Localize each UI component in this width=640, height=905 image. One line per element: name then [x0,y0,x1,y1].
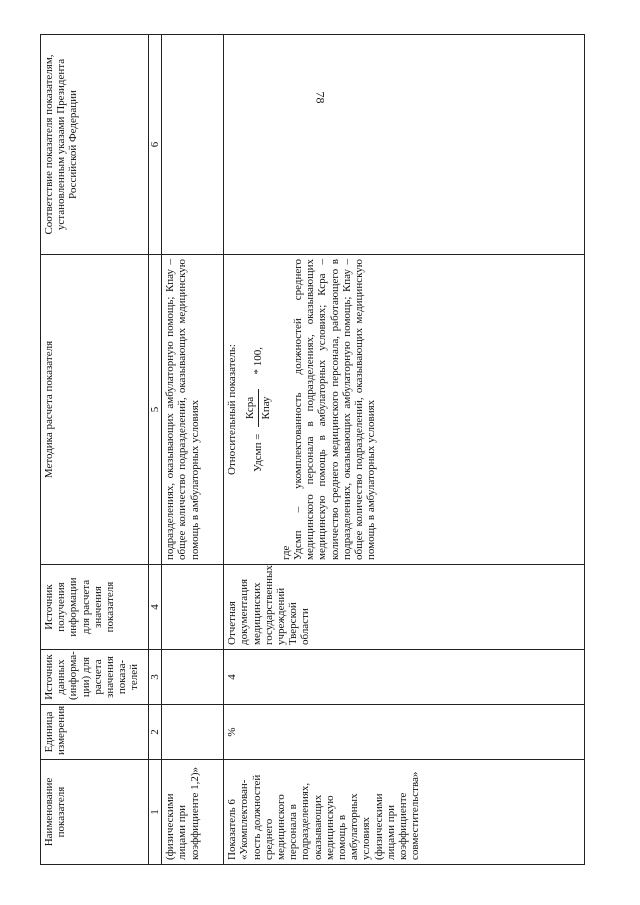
formula-lhs: Удсмп = [252,433,264,473]
info-source-cell-empty [162,565,224,650]
formula-tail: * 100, [252,346,264,375]
formula-denominator: Кпау [259,396,272,420]
formula-fraction [244,388,271,427]
column-number-row [149,35,162,865]
method-where: где [279,545,292,560]
header-compliance: Соответствие показателя показателям, установленным указами Президента Российской Федерации [41,35,149,255]
indicator-name: Показатель 6 «Укомплектован-ность должностей среднего медицинского персонала в подразделениях, оказывающих медицинскую помощь в амбулаторных условиях (физическими лицами при коэффициенте совместительства» [224,760,585,865]
indicator-table [40,34,585,865]
data-source-cell-empty [162,650,224,705]
column-number: 6 [149,35,162,255]
rotated-table-wrapper [40,35,585,865]
table-row [162,35,224,865]
unit-cell-empty [162,705,224,760]
column-number: 5 [149,255,162,565]
column-number: 1 [149,760,162,865]
method-cont: подразделениях, оказывающих амбулаторную помощь; Кпау – общее количество подразделений, оказывающих медицинскую помощь в амбулаторных условиях [162,255,224,565]
formula-numerator: Ксра [244,389,258,427]
column-number: 3 [149,650,162,705]
column-number: 2 [149,705,162,760]
method-intro: Относительный показатель: [226,344,239,475]
header-unit: Единица измерения [41,705,149,760]
method-cell [224,255,585,565]
header-name: Наименование показателя [41,760,149,865]
info-source-value: Отчетная документация медицинских государственных учреждений Тверской области [224,565,585,650]
compliance-cell-empty [162,35,224,255]
data-source-value: 4 [224,650,585,705]
indicator-name-cont: (физическими лицами при коэффициенте 1,2)» [162,760,224,865]
page-number: 78 [313,91,328,104]
header-row [41,35,149,865]
formula [244,259,271,560]
header-info-source: Источник получения информации для расчета значения показателя [41,565,149,650]
header-method: Методика расчета показателя [41,255,149,565]
compliance-cell-empty [224,35,585,255]
header-data-source: Источник данных (информа-ции) для расчета значения показа-телей [41,650,149,705]
unit-value: % [224,705,585,760]
column-number: 4 [149,565,162,650]
table-row [224,35,585,865]
method-text: Удсмп – укомплектованность должностей среднего медицинского персонала в подразделениях, оказывающих медицинскую помощь в амбулаторных условиях; Ксра – количество среднего медицинского персонала, работающего в подразделениях, оказывающих амбулаторную помощь; Кпау – общее количество подразделений, оказывающих медицинскую помощь в амбулаторных условиях [292,259,378,560]
